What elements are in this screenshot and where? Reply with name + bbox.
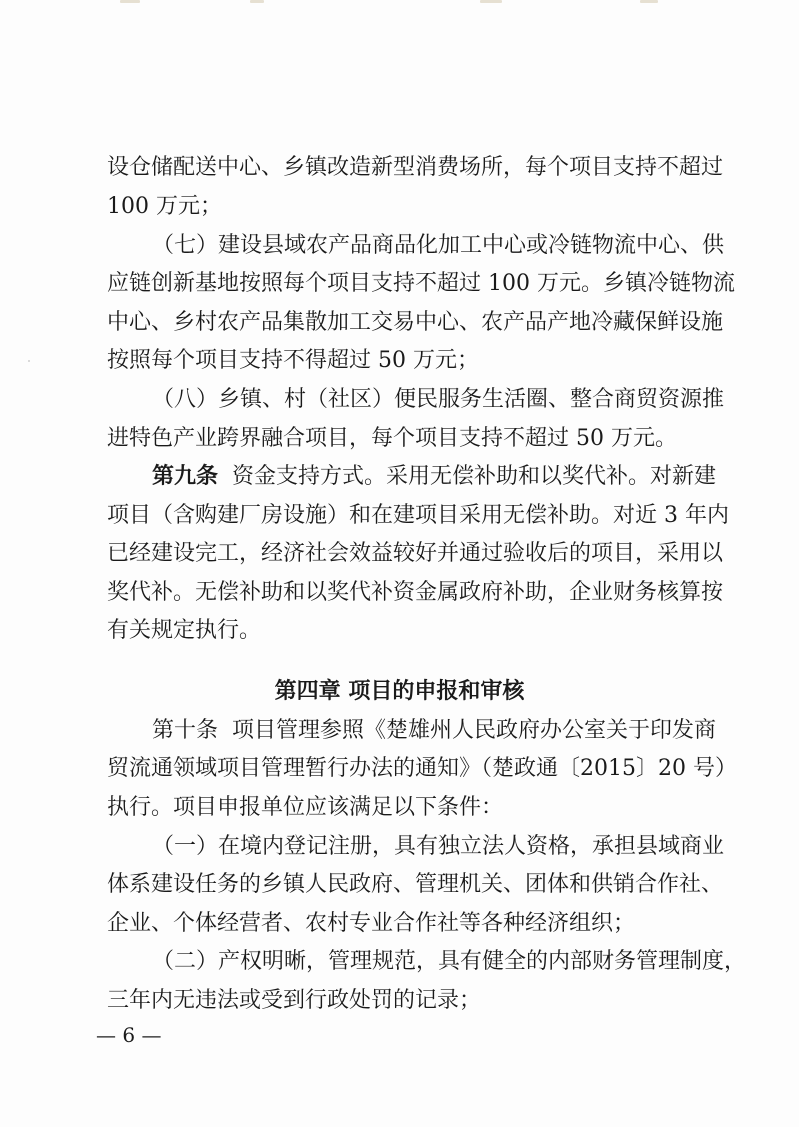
article-10-first-line bbox=[152, 716, 717, 746]
chapter-heading: 第四章 项目的申报和审核 bbox=[274, 679, 525, 704]
text-line: 项目（含购建厂房设施）和在建项目采用无偿补助。对近 3 年内 bbox=[107, 503, 729, 528]
text-line: 设仓储配送中心、乡镇改造新型消费场所，每个项目支持不超过 bbox=[107, 155, 724, 180]
text-line: 贸流通领域项目管理暂行办法的通知》（楚政通〔2015〕20 号） bbox=[107, 756, 737, 781]
text-line: 按照每个项目支持不得超过 50 万元； bbox=[107, 348, 479, 373]
text-line: 三年内无违法或受到行政处罚的记录； bbox=[107, 988, 482, 1013]
text-line: 中心、乡村农产品集散加工交易中心、农产品产地冷藏保鲜设施 bbox=[107, 310, 724, 335]
article-9-label: 第九条 bbox=[152, 464, 219, 489]
scan-edge-marks bbox=[0, 0, 799, 6]
text-span: 项目管理参照《楚雄州人民政府办公室关于印发商 bbox=[232, 718, 717, 743]
text-line: 100 万元； bbox=[107, 194, 222, 219]
scan-speck bbox=[28, 360, 30, 362]
text-line: （一）在境内登记注册，具有独立法人资格，承担县域商业 bbox=[152, 834, 725, 859]
text-line: 进特色产业跨界融合项目，每个项目支持不超过 50 万元。 bbox=[107, 426, 677, 451]
text-line: 已经建设完工，经济社会效益较好并通过验收后的项目，采用以 bbox=[107, 541, 724, 566]
text-line: 应链创新基地按照每个项目支持不超过 100 万元。乡镇冷链物流 bbox=[107, 271, 735, 296]
text-line: 企业、个体经营者、农村专业合作社等各种经济组织； bbox=[107, 911, 636, 936]
text-span: 资金支持方式。采用无偿补助和以奖代补。对新建 bbox=[232, 464, 717, 489]
text-line: 体系建设任务的乡镇人民政府、管理机关、团体和供销合作社、 bbox=[107, 872, 724, 897]
article-10-label: 第十条 bbox=[152, 718, 219, 743]
text-line: （二）产权明晰，管理规范，具有健全的内部财务管理制度， bbox=[152, 949, 747, 974]
text-line: （七）建设县域农产品商品化加工中心或冷链物流中心、供 bbox=[152, 233, 725, 258]
text-line: 奖代补。无偿补助和以奖代补资金属政府补助，企业财务核算按 bbox=[107, 580, 724, 605]
article-9-first-line bbox=[152, 462, 717, 492]
page-number: — 6 — bbox=[96, 1023, 162, 1047]
text-line: 执行。项目申报单位应该满足以下条件： bbox=[107, 795, 504, 820]
text-line: 有关规定执行。 bbox=[107, 618, 262, 643]
text-line: （八）乡镇、村（社区）便民服务生活圈、整合商贸资源推 bbox=[152, 387, 725, 412]
